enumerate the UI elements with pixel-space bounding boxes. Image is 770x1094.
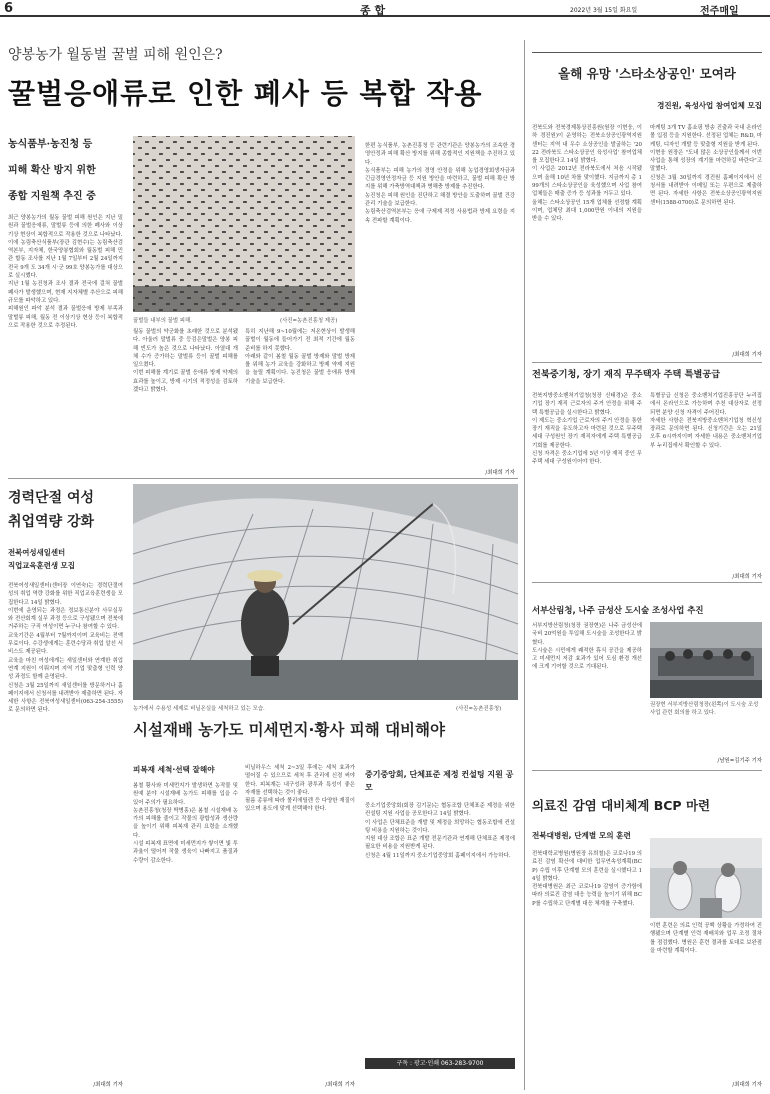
bee-photo-credit: (사진=농촌진흥청 제공) (280, 318, 338, 324)
bcp-title: 의료진 감염 대비체계 BCP 마련 (532, 798, 711, 813)
page-number: 6 (4, 1, 14, 16)
bcp-col-1: 전북대학교병원(병원장 유희철)은 코로나19 의료진 감염 확산에 대비한 업무연속성계획(BCP) 수립 이후 단계별 모의 훈련을 실시했다고 14일 밝혔다. 전북대병원은 최근 코로나19 감염이 증가함에 따라 의료진 감염 대응 능력을 높이기 위해 BCP를 수립하고 단계별 대응 체계를 구축했다. (532, 851, 642, 907)
forest-bottom-rule (532, 770, 762, 771)
bee-kicker: 양봉농가 월동벌 꿀벌 피해 원인은? (8, 47, 223, 63)
dust-photo-caption: 농가에서 수용성 세제로 비닐온실을 세척하고 있는 모습. (133, 706, 265, 712)
startup-bottom-rule (532, 362, 762, 363)
dust-byline: /최대희 기자 (325, 1082, 355, 1088)
honeycomb-photo (133, 136, 355, 312)
bee-byline: /최대희 기자 (485, 470, 515, 476)
bee-photo-caption: 꿀벌들 내부의 꿀벌 피해. (133, 318, 192, 324)
startup-col-1: 전북도와 전북경제통상진흥원(원장 이현웅, 이하 경진원)이 운영하는 전북소상공인광역지원센터는 지역 내 우수 소상공인을 발굴하는 '2022 전라북도 스타소상공인 육성사업' 참여업체를 모집한다고 14일 밝혔다. 이 사업은 2012년 전라북도에서 처음 시작됐으며 올해 10년 차를 맞이했다. 지금까지 총 199개의 스타소상공인을 육성했으며 사업 참여 업체들은 매출 증가 등 성과를 거두고 있다. 올해는 스타소상공인 15개 업체를 선정할 계획이며, 업체당 최대 1,000만원 이내의 지원을 받을 수 있다. (532, 125, 642, 223)
women-title-1: 경력단절 여성 (8, 490, 95, 506)
women-col: 전북여성새일센터(센터장 이연숙)는 경력단절여성의 취업 역량 강화를 위한 직업교육훈련생을 모집한다고 14일 밝혔다. 이번에 운영되는 과정은 정보통신분야 사무실무와 전산회계 실무 과정 등으로 구성됐으며 전북에 거주하는 구직 여성이면 누구나 참여할 수 있다. 교육기간은 4월부터 7월까지이며 교육비는 전액 무료이다. 수강생에게는 훈련수당과 취업 알선 서비스도 제공된다. 교육을 마친 여성에게는 새일센터와 연계한 취업 연계 지원이 이뤄지며 지역 기업 맞춤형 인력 양성 과정도 함께 운영된다. 신청은 3월 25일까지 새일센터를 방문하거나 홈페이지에서 신청서를 내려받아 제출하면 된다. 자세한 사항은 전북여성새일센터(063-254-3555)로 문의하면 된다. (8, 583, 123, 714)
women-subtitle (8, 546, 75, 572)
bcp-col-2: 이번 훈련은 의료 인력 공백 상황을 가정하여 진행됐으며 단계별 인력 재배치와 업무 조정 절차를 점검했다. 병원은 훈련 결과를 토대로 보완점을 마련할 계획이다. (650, 923, 762, 954)
bcp-photo (650, 838, 762, 918)
paper-name: 전주매일 (700, 6, 739, 17)
women-title-2: 취업역량 강화 (8, 514, 95, 530)
startup-rule (532, 52, 762, 53)
page-header (0, 0, 770, 17)
forest-byline: /남원=김기주 기자 (717, 758, 762, 764)
bee-col-4: 한편 농식품부, 농촌진흥청 등 관련기관은 양봉농가의 조속한 경영안정과 피해 확산 방지를 위해 종합적인 지원책을 추진하고 있다. 농식품부는 피해 농가의 경영 안정을 위해 농업경영회생자금과 긴급경영안정자금 등 지원 방안을 마련하고, 꿀벌 피해 확산 방지를 위해 가축방역대책과 병해충 방제를 추진한다. 농진청은 피해 원인을 진단하고 해결 방안을 도출하며 꿀벌 건강 관리 기술을 보급한다. 농림축산검역본부는 응애 구제제 적정 사용법과 방제 요령을 지속 전파할 계획이다. (365, 143, 515, 224)
startup-title: 올해 유망 '스타소상공인' 모여라 (558, 66, 736, 81)
startup-byline: /최대희 기자 (732, 352, 762, 358)
startup-col-2: 마케팅 3개 TV 홈쇼핑 방송 진출과 국내 온라인몰 입점 등을 지원한다. 선정된 업체는 R&D, 마케팅, 디자인 개발 등 맞춤형 지원을 받게 된다. 이현웅 원장은 "도내 많은 소상공인들께서 이번 사업을 통해 성장의 계기를 마련하길 바란다"고 말했다. 신청은 3월 30일까지 경진원 홈페이지에서 신청서를 내려받아 이메일 또는 우편으로 제출하면 된다. 자세한 사항은 전북소상공인광역지원센터(1588-0700)로 문의하면 된다. (650, 125, 762, 206)
dust-col-1: 봄철 황사와 미세먼지가 발생하면 농작물 및 원예 분야 시설재배 농가도 피해를 입을 수 있어 주의가 필요하다. 농촌진흥청(청장 박병홍)은 봄철 시설재배 농가의 피해를 줄이고 작물의 광합성과 생산량을 높이기 위해 피복재 관리 요령을 소개했다. 시설 피복재 표면에 미세먼지가 쌓이면 빛 투과율이 떨어져 작물 생육이 나빠지고 품질과 수량이 감소한다. (133, 783, 238, 864)
forest-title: 서부산림청, 나주 금성산 도시숲 조성사업 추진 (532, 605, 704, 615)
rental-title: 전북중기청, 장기 재직 무주택자 주택 특별공급 (532, 369, 721, 380)
bee-sub-3: 종합 지원책 추진 중 (8, 191, 96, 202)
sme-body: 중소기업중앙회(회장 김기문)는 협동조합 단체표준 제정을 위한 컨설팅 지원 사업을 공모한다고 14일 밝혔다. 이 사업은 단체표준을 개발 및 제정을 희망하는 협동조합에 컨설팅 비용을 지원하는 것이다. 지원 대상 조합은 표준 개발 전문기관과 연계해 단체표준 제정에 필요한 비용을 지원받게 된다. 신청은 4월 11일까지 중소기업중앙회 홈페이지에서 가능하다. (365, 803, 515, 859)
bee-col-2: 월동 꿀벌의 약군화를 초래한 것으로 분석됐다. 아울러 말벌류 중 등검은말벌은 양봉 피해 빈도가 높은 것으로 나타났다. 아열대 개체 수가 증가하는 말벌류 등이 꿀벌 피해를 일으켰다. 이번 피해를 계기로 꿀벌 응애류 방제 약제의 효과를 높이고, 방제 시기의 적정성을 검토하겠다고 밝혔다. (133, 329, 238, 394)
subscribe-bar: 구독 : 광고·인쇄 063-283-9700 (365, 1058, 515, 1069)
bee-sub-1: 농식품부·농진청 등 (8, 139, 93, 150)
dust-subtitle: 피복재 세척·선택 잘해야 (133, 765, 215, 774)
women-sub-1: 전북여성새일센터 (8, 548, 66, 557)
women-byline: /최대희 기자 (93, 1082, 123, 1088)
dust-col-2: 비닐하우스 세척 2~3일 후에는 세척 효과가 떨어질 수 있으므로 세척 후 관리에 신경 써야 한다. 피복재는 내구성과 광투과 특성이 좋은 자재를 선택하는 것이 좋다. 필름 종류에 따라 폴리에틸렌 등 다양한 재질이 있으며 용도에 맞게 선택해야 한다. (245, 765, 355, 813)
dust-headline: 시설재배 농가도 미세먼지·황사 피해 대비해야 (133, 721, 445, 739)
bee-col-3: 특히 지난해 9~10월에는 저온현상이 발생해 꿀벌이 월동에 들어가기 전 최적 기간에 월동 준비를 하지 못했다. 아래와 같이 봄철 월동 꿀벌 방제와 말벌 방제를 위해 농가 교육을 강화하고 방제 약제 지원을 늘릴 계획이다. 농진청은 꿀벌 응애류 방제 기술을 보급한다. (245, 329, 355, 385)
women-sub-2: 직업교육훈련생 모집 (8, 561, 75, 570)
greenhouse-image (133, 484, 518, 700)
women-title (8, 486, 94, 534)
bee-bottom-rule (8, 478, 518, 479)
bee-col-1: 최근 양봉농가의 월동 꿀벌 피해 원인은 지난 밀원과 꿀벌응애류, 말벌류 등에 의한 폐사와 이상 기상 현상이 복합적으로 작용한 것으로 나타났다. 이에 농림축산식품부(장관 김현수)는 농림축산검역본부, 지자체, 한국양봉협회와 월동벌 피해 민관 합동 조사를 지난 1월 7일부터 2월 24일까지 전국 9개 도 34개 시·군 99호 양봉농가를 대상으로 실시했다. 지난 1월 농진청과 조사 결과 전국에 걸쳐 꿀벌 폐사가 발생했으며, 현재 지자체별 추산으로 피해 규모를 파악하고 있다. 피해원인 파악 분석 결과 꿀벌응애 방제 부족과 말벌류 피해, 월동 전 이상기상 현상 등이 복합적으로 작용한 것으로 추정된다. (8, 215, 123, 329)
bcp-byline: /최대희 기자 (732, 1082, 762, 1088)
honeycomb-image (133, 136, 355, 312)
startup-subtitle: 경진원, 육성사업 참여업체 모집 (657, 101, 762, 110)
section-name: 종 합 (360, 4, 386, 17)
bcp-subtitle: 전북대병원, 단계별 모의 훈련 (532, 831, 631, 840)
rental-bottom-rule (532, 582, 762, 583)
sme-title: 중기중앙회, 단체표준 제정 컨설팅 지원 공모 (365, 770, 514, 792)
forest-col: 서부지방산림청(청장 권장현)은 나주 금성산에 국비 20억원을 투입해 도시숲을 조성한다고 밝혔다. 도시숲은 시민에게 쾌적한 휴식 공간을 제공하고 미세먼지 저감 효과가 있어 도심 환경 개선에 크게 기여할 것으로 기대된다. (532, 623, 642, 671)
bee-subheads (8, 132, 123, 210)
bee-sub-2: 피해 확산 방지 위한 (8, 165, 96, 176)
greenhouse-photo (133, 484, 518, 700)
issue-date: 2022년 3월 15일 화요일 (570, 7, 638, 14)
forest-image (650, 622, 762, 698)
column-divider (524, 40, 525, 1090)
rental-col-1: 전북지방중소벤처기업청(청장 신태경)은 중소기업 장기 재직 근로자의 주거 안정을 위해 주택 특별공급을 실시한다고 밝혔다. 이 제도는 중소기업 근로자의 주거 안정을 통한 장기 재직을 유도하고자 마련된 것으로 무주택 세대 구성원인 장기 재직자에게 주택 특별공급 기회를 제공한다. 신청 자격은 중소기업에 5년 이상 재직 중인 무주택 세대 구성원이어야 한다. (532, 393, 642, 466)
forest-photo-caption: 권장현 서부지방산림청장(왼쪽)이 도시숲 조성사업 관련 회의를 하고 있다. (650, 702, 759, 716)
dust-photo-credit: (사진=농촌진흥청) (456, 706, 502, 712)
forest-photo (650, 622, 762, 698)
bcp-image (650, 838, 762, 918)
rental-byline: /최대희 기자 (732, 574, 762, 580)
rental-col-2: 특별공급 신청은 중소벤처기업진흥공단 누리집에서 온라인으로 가능하며 추천 대상자로 선정되면 분양 신청 자격이 주어진다. 자세한 사항은 전북지방중소벤처기업청 혁신성장과로 문의하면 된다. 신청기간은 오는 21일 오후 6시까지이며 자세한 내용은 중소벤처기업부 누리집에서 확인할 수 있다. (650, 393, 762, 449)
bee-headline: 꿀벌응애류로 인한 폐사 등 복합 작용 (8, 77, 483, 110)
